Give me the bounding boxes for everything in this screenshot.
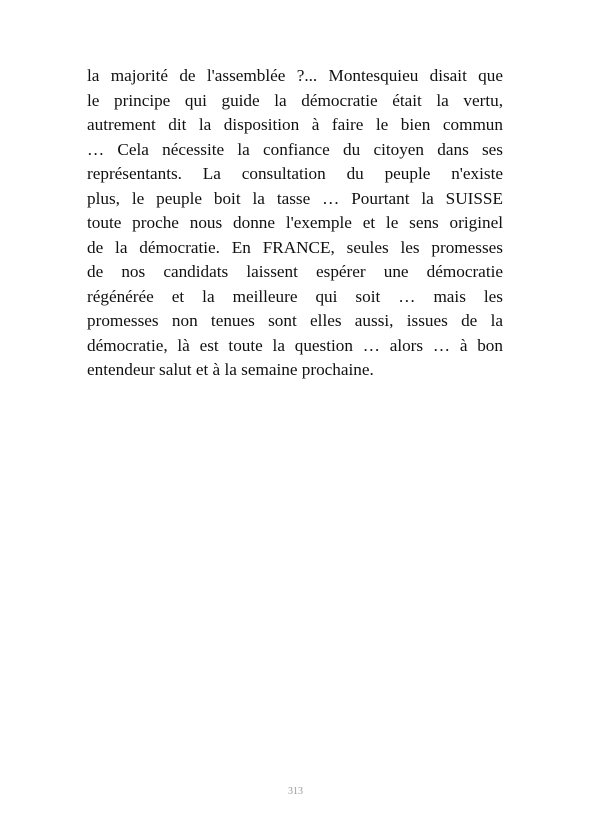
text-line: régénérée et la meilleure qui soit … mais les [87,286,503,306]
text-line: plus, le peuple boit la tasse … Pourtant la SUISSE [87,188,503,208]
text-line: entendeur salut et à la semaine prochaine. [87,360,374,379]
text-line: le principe qui guide la démocratie était la vertu, [87,90,503,110]
text-line: représentants. La consultation du peuple n'existe [87,164,503,183]
text-line: de nos candidats laissent espérer une démocratie [87,262,503,281]
text-line: toute proche nous donne l'exemple et le sens originel [87,213,503,232]
page-number: 313 [288,786,303,797]
text-line: autrement dit la disposition à faire le bien commun [87,115,503,134]
text-line: démocratie, là est toute la question … alors … à bon [87,335,503,355]
body-paragraph [87,64,503,383]
text-line: … Cela nécessite la confiance du citoyen dans ses [87,139,503,159]
text-line: de la démocratie. En FRANCE, seules les promesses [87,237,503,257]
text-line: la majorité de l'assemblée ?... Montesquieu disait que [87,66,503,85]
text-line: promesses non tenues sont elles aussi, issues de la [87,311,503,330]
